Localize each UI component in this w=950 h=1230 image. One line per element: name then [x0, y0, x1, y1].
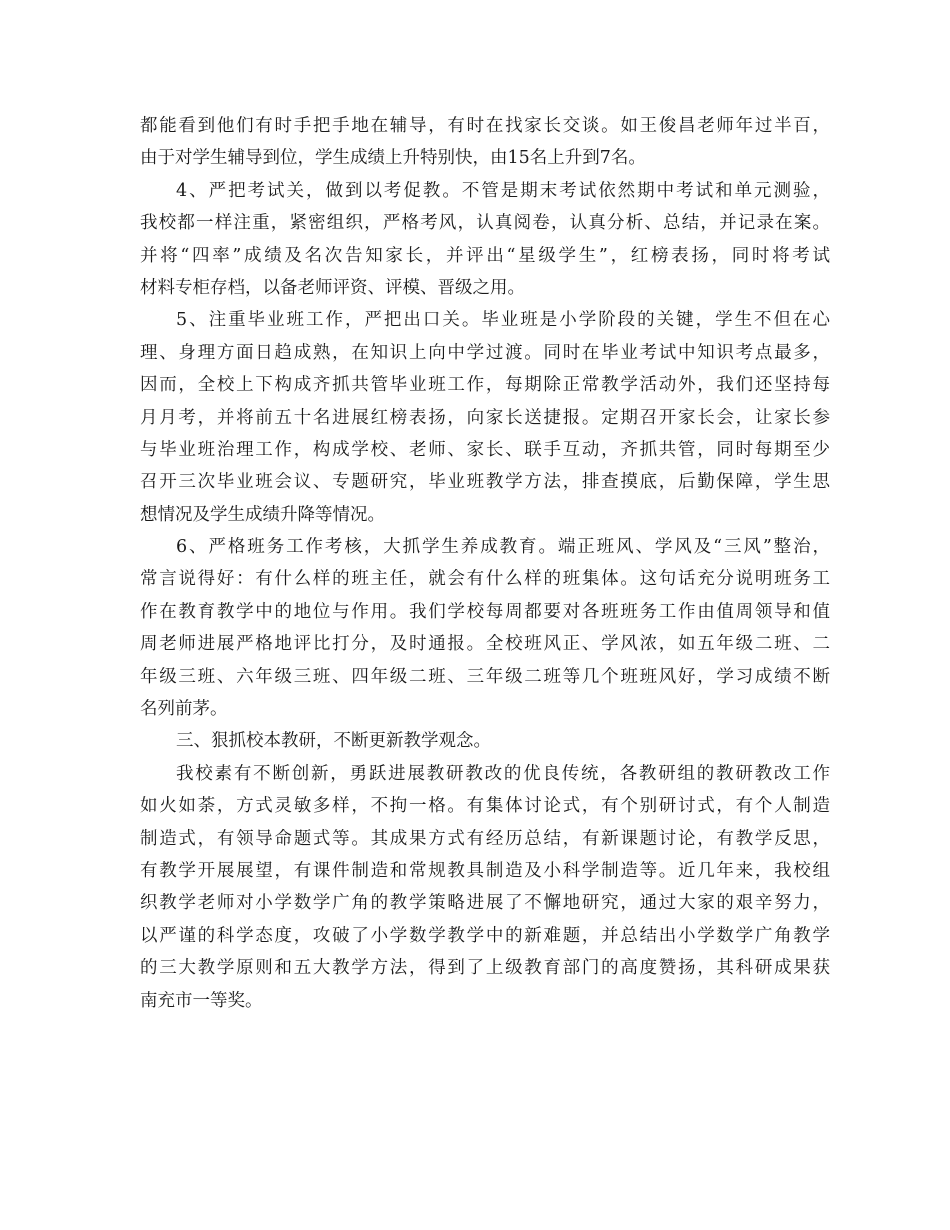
text-line: 我校素有不断创新，勇跃进展教研教改的优良传统，各教研组的教研教改工作	[176, 763, 830, 784]
text-line: 周老师进展严格地评比打分，及时通报。全校班风正、学风浓，如五年级二班、二	[140, 634, 830, 655]
text-line: 以严谨的科学态度，攻破了小学数学教学中的新难题，并总结出小学数学广角教学	[140, 925, 830, 946]
text-line: 想情况及学生成绩升降等情况。	[140, 504, 385, 525]
text-line: 三、狠抓校本教研，不断更新教学观念。	[176, 731, 491, 752]
text-line: 如火如荼，方式灵敏多样，不拘一格。有集体讨论式，有个别研讨式，有个人制造	[140, 796, 830, 817]
text-line: 由于对学生辅导到位，学生成绩上升特别快，由15名上升到7名。	[140, 148, 646, 169]
text-line: 理、身理方面日趋成熟，在知识上向中学过渡。同时在毕业考试中知识考点最多，	[140, 342, 830, 363]
document-body	[140, 110, 830, 1017]
text-line: 因而，全校上下构成齐抓共管毕业班工作，每期除正常教学活动外，我们还坚持每	[140, 375, 830, 396]
text-line: 年级三班、六年级三班、四年级二班、三年级二班等几个班班风好，学习成绩不断	[140, 666, 830, 687]
text-line: 有教学开展展望，有课件制造和常规教具制造及小科学制造等。近几年来，我校组	[140, 860, 830, 881]
text-line: 召开三次毕业班会议、专题研究，毕业班教学方法，排查摸底，后勤保障，学生思	[140, 472, 830, 493]
text-line: 6、严格班务工作考核，大抓学生养成教育。端正班风、学风及“三风”整治，	[176, 537, 830, 558]
text-line: 织教学老师对小学数学广角的教学策略进展了不懈地研究，通过大家的艰辛努力，	[140, 893, 830, 914]
text-line: 月月考，并将前五十名进展红榜表扬，向家长送捷报。定期召开家长会，让家长参	[140, 407, 830, 428]
text-line: 都能看到他们有时手把手地在辅导，有时在找家长交谈。如王俊昌老师年过半百，	[140, 116, 830, 136]
text-line: 4、严把考试关，做到以考促教。不管是期末考试依然期中考试和单元测验，	[176, 180, 830, 201]
text-line: 名列前茅。	[140, 699, 228, 720]
text-line: 制造式，有领导命题式等。其成果方式有经历总结，有新课题讨论，有教学反思，	[140, 828, 830, 849]
text-line: 的三大教学原则和五大教学方法，得到了上级教育部门的高度赞扬，其科研成果获	[140, 958, 830, 979]
text-line: 我校都一样注重，紧密组织，严格考风，认真阅卷，认真分析、总结，并记录在案。	[140, 213, 830, 234]
text-line: 材料专柜存档，以备老师评资、评模、晋级之用。	[140, 277, 525, 298]
text-line: 与毕业班治理工作，构成学校、老师、家长、联手互动，齐抓共管，同时每期至少	[140, 439, 830, 460]
text-line: 南充市一等奖。	[140, 990, 263, 1011]
text-line: 并将“四率”成绩及名次告知家长，并评出“星级学生”，红榜表扬，同时将考试	[140, 245, 830, 266]
text-line: 作在教育教学中的地位与作用。我们学校每周都要对各班班务工作由值周领导和值	[140, 601, 830, 622]
text-line: 5、注重毕业班工作，严把出口关。毕业班是小学阶段的关键，学生不但在心	[176, 310, 830, 331]
text-line: 常言说得好：有什么样的班主任，就会有什么样的班集体。这句话充分说明班务工	[140, 569, 830, 590]
